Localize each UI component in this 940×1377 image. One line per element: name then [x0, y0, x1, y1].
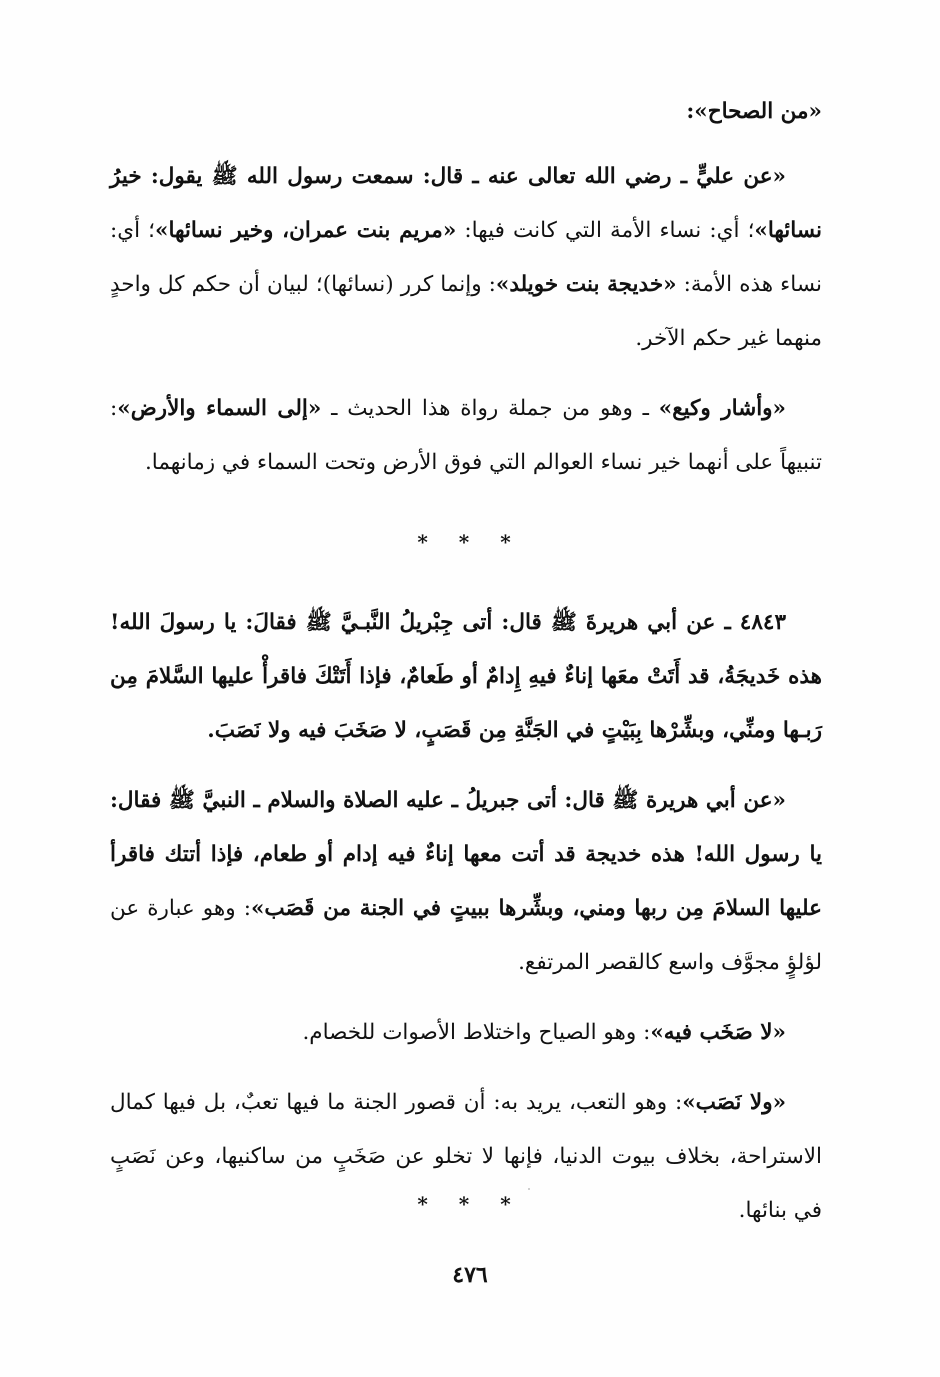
- hadith-block: [110, 596, 822, 774]
- commentary-paragraph-2: [110, 382, 822, 490]
- hadith-quote: «إلى السماء والأرض»: [117, 396, 322, 421]
- commentary-text: : وإنما كرر (نسائها)؛ لبيان أن حكم كل واحدٍ منهما غير حكم الآخر.: [110, 272, 822, 351]
- commentary-text: : تنبيهاً على أنهما خير نساء العوالم التي فوق الأرض وتحت السماء في زمانهما.: [110, 396, 822, 475]
- commentary-text: ؛ أي: نساء هذه الأمة:: [110, 218, 822, 297]
- hadith-quote: «عن أبي هريرة ﷺ قال: أتى جبريلُ ـ عليه الصلاة والسلام ـ النبيَّ ﷺ فقال: يا رسول الله! هذه خديجة قد أتت معها إناءٌ فيه إدام أو طعام، فإذا أتتك فاقرأ عليها السلامَ مِن ربها ومني، وبشِّرها ببيتٍ في الجنة من قَصَب»: [110, 788, 822, 921]
- hadith-quote: «مريم بنت عمران، وخير نسائها»: [155, 218, 457, 243]
- commentary-paragraph-1: [110, 150, 822, 366]
- page-number: ٤٧٦: [452, 1262, 488, 1288]
- commentary-text: : وهو عبارة عن لؤلؤٍ مجوَّف واسع كالقصر المرتفع.: [110, 896, 822, 975]
- commentary-text: : وهو الصياح واختلاط الأصوات للخصام.: [302, 1020, 651, 1045]
- section-separator: * * *: [417, 530, 523, 554]
- hadith-quote: «لا صَخَب فيه»: [650, 1020, 786, 1045]
- hadith-quote: «عن عليٍّ ـ رضي الله تعالى عنه ـ قال: سمعت رسول الله ﷺ يقول: خيرُ نسائها»: [110, 164, 823, 243]
- commentary-text: ـ وهو من جملة رواة هذا الحديث ـ: [321, 396, 659, 421]
- section-heading: «من الصحاح»:: [686, 99, 822, 124]
- commentary-text: : وهو التعب، يريد به: أن قصور الجنة ما فيها تعبٌ، بل فيها كمال الاستراحة، بخلاف بيوت الدنيا، فإنها لا تخلو عن صَخَبٍ من ساكنيها، وعن نَصَبٍ في بنائها.: [110, 1090, 822, 1223]
- commentary-text: ؛ أي: نساء الأمة التي كانت فيها:: [456, 218, 755, 243]
- section-separator: * * *: [417, 1192, 523, 1216]
- commentary-paragraph-3: [110, 774, 822, 990]
- commentary-block-2: [110, 774, 822, 1254]
- print-speck: [528, 1188, 530, 1190]
- hadith-4843: ٤٨٤٣ ـ عن أبي هريرةَ ﷺ قال: أتى جِبْريلُ النَّبـيَّ ﷺ فقالَ: يا رسولَ الله! هذه خَديجَةُ، قد أَتَتْ معَها إناءٌ فيهِ إِدامٌ أو طَعامٌ، فإذا أَتَتْكَ فاقرأْ عليها السَّلامَ مِن رَبـها ومنِّي، وبشِّرْها بِبَيْتٍ في الجَنَّةِ مِن قَصَبٍ، لا صَخَبَ فيه ولا نَصَبَ.: [110, 610, 822, 743]
- commentary-paragraph-4: [110, 1006, 822, 1060]
- commentary-block-1: [110, 150, 822, 506]
- hadith-quote: «ولا نَصَب»: [682, 1090, 787, 1115]
- hadith-quote: «خديجة بنت خويلد»: [495, 272, 677, 297]
- hadith-quote: «وأشار وكيع»: [658, 396, 786, 421]
